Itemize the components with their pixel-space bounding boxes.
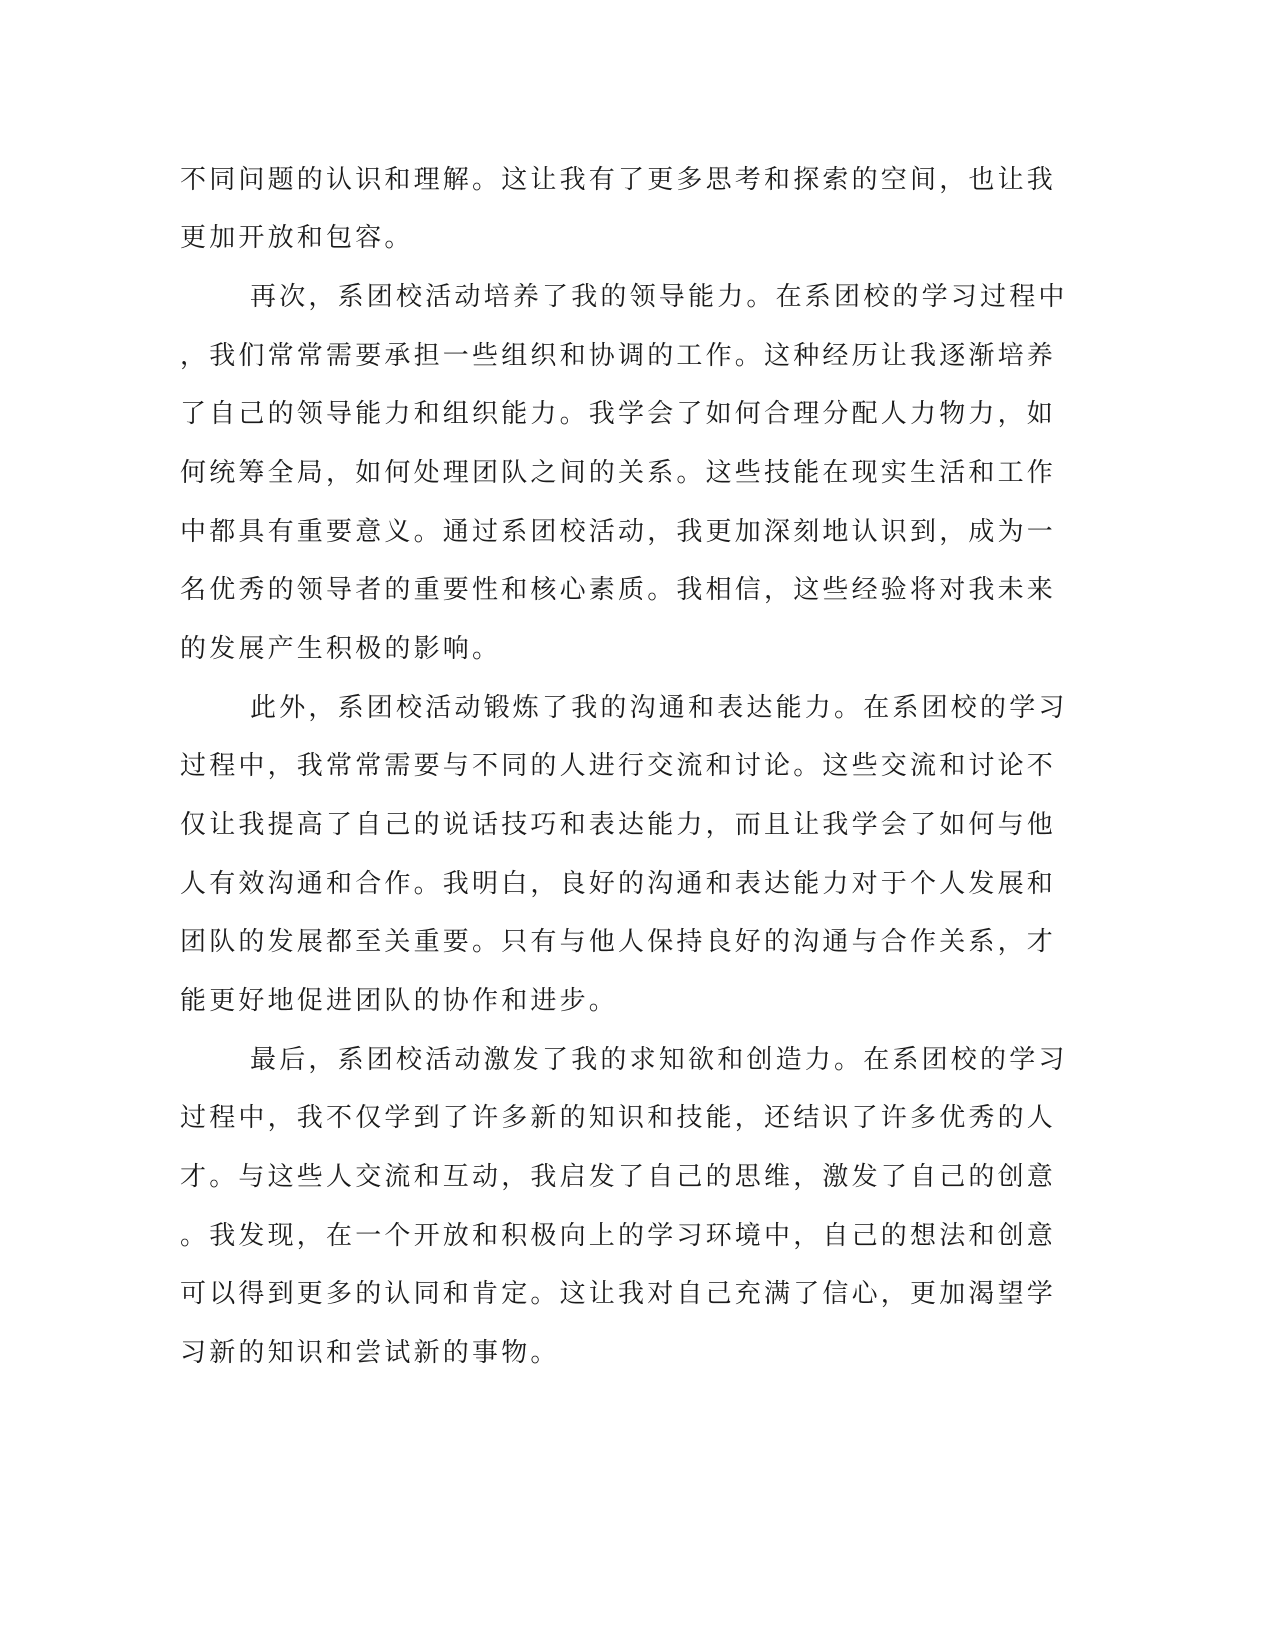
text-line: 过程中，我不仅学到了许多新的知识和技能，还结识了许多优秀的人: [180, 1103, 1057, 1133]
text-line: 习新的知识和尝试新的事物。: [180, 1338, 560, 1368]
paragraph-start-line: 再次，系团校活动培养了我的领导能力。在系团校的学习过程中: [250, 282, 1068, 312]
text-line: 过程中，我常常需要与不同的人进行交流和讨论。这些交流和讨论不: [180, 751, 1057, 781]
text-line: 团队的发展都至关重要。只有与他人保持良好的沟通与合作关系，才: [180, 927, 1057, 957]
text-line: 名优秀的领导者的重要性和核心素质。我相信，这些经验将对我未来: [180, 575, 1057, 605]
text-line: 。我发现，在一个开放和积极向上的学习环境中，自己的想法和创意: [180, 1221, 1057, 1251]
text-line: 能更好地促进团队的协作和进步。: [180, 986, 619, 1016]
text-line: 不同问题的认识和理解。这让我有了更多思考和探索的空间，也让我: [180, 165, 1057, 195]
text-line: 人有效沟通和合作。我明白，良好的沟通和表达能力对于个人发展和: [180, 869, 1057, 899]
text-line: 中都具有重要意义。通过系团校活动，我更加深刻地认识到，成为一: [180, 517, 1057, 547]
text-line: 何统筹全局，如何处理团队之间的关系。这些技能在现实生活和工作: [180, 458, 1057, 488]
text-line: 的发展产生积极的影响。: [180, 634, 502, 664]
text-line: 才。与这些人交流和互动，我启发了自己的思维，激发了自己的创意: [180, 1162, 1057, 1192]
text-line: 更加开放和包容。: [180, 223, 414, 253]
text-line: 可以得到更多的认同和肯定。这让我对自己充满了信心，更加渴望学: [180, 1279, 1057, 1309]
text-line: 仅让我提高了自己的说话技巧和表达能力，而且让我学会了如何与他: [180, 810, 1057, 840]
text-line: ，我们常常需要承担一些组织和协调的工作。这种经历让我逐渐培养: [180, 341, 1057, 371]
paragraph-start-line: 此外，系团校活动锻炼了我的沟通和表达能力。在系团校的学习: [250, 693, 1068, 723]
paragraph-start-line: 最后，系团校活动激发了我的求知欲和创造力。在系团校的学习: [250, 1045, 1068, 1075]
text-line: 了自己的领导能力和组织能力。我学会了如何合理分配人力物力，如: [180, 399, 1057, 429]
